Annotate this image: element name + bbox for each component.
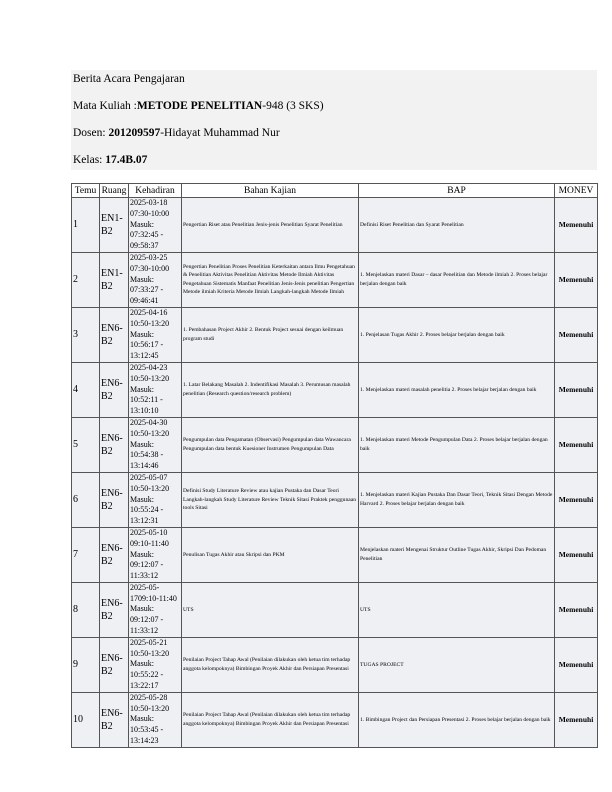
material-cell: Penilaian Project Tahap Awal (Penilaian dilakukan oleh ketua tim terhadap anggota kelompoknya) Bimbingan Proyek Akhir dan Persiapan Presentasi bbox=[182, 692, 359, 747]
meeting-number: 4 bbox=[72, 362, 100, 417]
table-row bbox=[72, 582, 598, 637]
meeting-number: 2 bbox=[72, 252, 100, 307]
attendance-line: 10:52:11 - bbox=[130, 395, 163, 405]
attendance-line: 09:58:37 bbox=[130, 241, 159, 251]
attendance-line: 10:56:17 - bbox=[130, 340, 164, 350]
table-row bbox=[72, 527, 598, 582]
room-cell: EN6-B2 bbox=[100, 417, 129, 472]
attendance-line: 10:54:38 - bbox=[130, 450, 164, 460]
attendance-line: 2025-05-07 bbox=[130, 472, 168, 482]
attendance-line: 2025-05-10 bbox=[130, 527, 168, 537]
attendance-cell bbox=[129, 252, 182, 307]
class-label: Kelas: bbox=[73, 154, 106, 166]
bap-cell: Menjelaskan materi Mengenai Struktur Outline Tugas Akhir, Skripsi Dan Pedoman Penelitian bbox=[359, 527, 555, 582]
column-header-attendance: Kehadiran bbox=[129, 184, 182, 198]
meeting-number: 1 bbox=[72, 198, 100, 253]
attendance-line: 10:53:45 - bbox=[130, 725, 164, 735]
attendance-line: 13:10:10 bbox=[130, 406, 159, 416]
table-row bbox=[72, 252, 598, 307]
table-header-row bbox=[72, 184, 598, 198]
attendance-line: 07:33:27 - bbox=[130, 285, 164, 295]
room-cell: EN6-B2 bbox=[100, 307, 129, 362]
attendance-line: Masuk: bbox=[130, 494, 154, 504]
attendance-cell bbox=[129, 582, 182, 637]
bap-cell: 1. Menjelaskan materi masalah penelitia 2. Proses belajar berjalan dengan baik bbox=[359, 362, 555, 417]
meeting-number: 6 bbox=[72, 472, 100, 527]
attendance-line: Masuk: bbox=[130, 384, 154, 394]
attendance-line: Masuk: bbox=[130, 604, 154, 614]
course-label: Mata Kuliah : bbox=[73, 100, 137, 112]
room-cell: EN1-B2 bbox=[100, 198, 129, 253]
meeting-number: 7 bbox=[72, 527, 100, 582]
attendance-line: 13:14:23 bbox=[130, 736, 159, 746]
material-cell: Penulisan Tugas Akhir atau Skripsi dan PKM bbox=[182, 527, 359, 582]
attendance-line: Masuk: bbox=[130, 714, 154, 724]
attendance-line: 10:50-13:20 bbox=[130, 703, 170, 713]
lecturer-line bbox=[73, 127, 280, 139]
bap-cell: UTS bbox=[359, 582, 555, 637]
attendance-line: 13:12:31 bbox=[130, 516, 159, 526]
monev-status: Memenuhi bbox=[555, 637, 598, 692]
room-cell: EN6-B2 bbox=[100, 527, 129, 582]
attendance-line: 2025-05- bbox=[130, 582, 160, 592]
course-name: METODE PENELITIAN bbox=[136, 100, 263, 112]
attendance-cell bbox=[129, 307, 182, 362]
attendance-line: 10:55:24 - bbox=[130, 505, 164, 515]
attendance-line: 13:12:45 bbox=[130, 351, 159, 361]
attendance-line: 10:50-13:20 bbox=[130, 483, 170, 493]
column-header-bap: BAP bbox=[359, 184, 555, 198]
monev-status: Memenuhi bbox=[555, 252, 598, 307]
attendance-line: Masuk: bbox=[130, 274, 154, 284]
attendance-line: 10:55:22 - bbox=[130, 670, 164, 680]
attendance-line: 2025-05-21 bbox=[130, 637, 168, 647]
table-row bbox=[72, 362, 598, 417]
report-header bbox=[71, 70, 597, 170]
material-cell: Pengertian Penelitian Proses Penelitian Keterkaitan antara Ilmu Pengetahuan & Penelitian Aktivitas Penelitian Aktivitas Metode Ilmiah Aktivitas Pengetahuan Sistematis Manfaat Penelitian Jenis-Jenis penelitian Pengertian Metode ilmiah Kriteria Metode Ilmiah Langkah-langkah Metode Ilmiah bbox=[182, 252, 359, 307]
bap-cell: 1. Menjelaskan materi Dasar – dasar Penelitian dan Metode ilmiah 2. Proses belajar berjalan dengan baik bbox=[359, 252, 555, 307]
meeting-number: 8 bbox=[72, 582, 100, 637]
course-line bbox=[73, 100, 324, 112]
room-cell: EN1-B2 bbox=[100, 252, 129, 307]
attendance-line: 11:33:12 bbox=[130, 571, 159, 581]
monev-status: Memenuhi bbox=[555, 362, 598, 417]
course-code: -948 (3 SKS) bbox=[262, 100, 324, 112]
attendance-line: Masuk: bbox=[130, 219, 154, 229]
material-cell: Penilaian Project Tahap Awal (Penilaian dilakukan oleh ketua tim terhadap anggota kelompoknya) Bimbingan Proyek Akhir dan Persiapan Presentasi bbox=[182, 637, 359, 692]
attendance-line: 2025-03-18 bbox=[130, 198, 168, 207]
attendance-line: 07:30-10:00 bbox=[130, 208, 170, 218]
bap-cell: 1. Penjelasan Tugas Akhir 2. Proses belajar berjalan dengan baik bbox=[359, 307, 555, 362]
monev-status: Memenuhi bbox=[555, 692, 598, 747]
room-cell: EN6-B2 bbox=[100, 692, 129, 747]
monev-status: Memenuhi bbox=[555, 527, 598, 582]
attendance-cell bbox=[129, 362, 182, 417]
meeting-number: 9 bbox=[72, 637, 100, 692]
material-cell: Definisi Study Literature Review atau kajian Pustaka dan Dasar Teori Langkah-langkah Study Literature Review Teknik Sitasi Praktek penggunaan tools Sitasi bbox=[182, 472, 359, 527]
attendance-line: 09:12:07 - bbox=[130, 615, 164, 625]
attendance-line: 1709:10-11:40 bbox=[130, 593, 177, 603]
table-row bbox=[72, 692, 598, 747]
attendance-line: 09:10-11:40 bbox=[130, 538, 169, 548]
meeting-number: 3 bbox=[72, 307, 100, 362]
attendance-line: 2025-04-16 bbox=[130, 307, 168, 317]
table-row bbox=[72, 198, 598, 253]
material-cell: 1. Pembahasan Project Akhir 2. Bentuk Project sesuai dengan keilmuan program studi bbox=[182, 307, 359, 362]
attendance-line: 09:46:41 bbox=[130, 296, 159, 306]
attendance-line: 2025-04-23 bbox=[130, 362, 168, 372]
monev-status: Memenuhi bbox=[555, 417, 598, 472]
table-row bbox=[72, 417, 598, 472]
room-cell: EN6-B2 bbox=[100, 472, 129, 527]
report-title: Berita Acara Pengajaran bbox=[73, 73, 185, 85]
lecturer-id: 201209597 bbox=[108, 127, 161, 139]
material-cell: 1. Latar Belakang Masalah 2. Indentifikasi Masalah 3. Perumusan masalah penelitian (Research question/research problem) bbox=[182, 362, 359, 417]
column-header-meeting: Temu bbox=[72, 184, 100, 198]
attendance-line: 11:33:12 bbox=[130, 626, 159, 636]
attendance-table bbox=[71, 183, 598, 748]
attendance-line: Masuk: bbox=[130, 329, 154, 339]
table-row bbox=[72, 307, 598, 362]
column-header-monev: MONEV bbox=[555, 184, 598, 198]
attendance-line: 07:32:45 - bbox=[130, 230, 164, 240]
bap-cell: Definisi Riset Penelitian dan Syarat Penelitian bbox=[359, 198, 555, 253]
attendance-cell bbox=[129, 417, 182, 472]
bap-cell: 1. Menjelaskan materi Metode Pengumpulan Data 2. Proses belajar berjalan dengan baik bbox=[359, 417, 555, 472]
monev-status: Memenuhi bbox=[555, 198, 598, 253]
class-value: 17.4B.07 bbox=[105, 154, 148, 166]
attendance-line: 10:50-13:20 bbox=[130, 648, 170, 658]
material-cell: Pengumpulan data Pengamatan (Observasi) Pengumpulan data Wawancara Pengumpulan data bentuk Kuesioner Instrumen Pengumpulan Data bbox=[182, 417, 359, 472]
lecturer-label: Dosen: bbox=[73, 127, 109, 139]
bap-cell: 1. Bimbingan Project dan Persiapan Presentasi 2. Proses belajar berjalan dengan baik bbox=[359, 692, 555, 747]
attendance-cell bbox=[129, 198, 182, 253]
attendance-cell bbox=[129, 637, 182, 692]
attendance-line: 13:14:46 bbox=[130, 461, 159, 471]
column-header-room: Ruang bbox=[100, 184, 129, 198]
lecturer-name: -Hidayat Muhammad Nur bbox=[160, 127, 280, 139]
attendance-line: 13:22:17 bbox=[130, 681, 159, 691]
meeting-number: 5 bbox=[72, 417, 100, 472]
room-cell: EN6-B2 bbox=[100, 582, 129, 637]
monev-status: Memenuhi bbox=[555, 472, 598, 527]
attendance-line: 2025-05-28 bbox=[130, 692, 168, 702]
attendance-cell bbox=[129, 692, 182, 747]
attendance-line: 10:50-13:20 bbox=[130, 318, 170, 328]
material-cell: Pengertian Riset atau Penelitian Jenis-jenis Penelitian Syarat Penelitian bbox=[182, 198, 359, 253]
attendance-line: 09:12:07 - bbox=[130, 560, 164, 570]
monev-status: Memenuhi bbox=[555, 582, 598, 637]
attendance-line: Masuk: bbox=[130, 439, 154, 449]
table-row bbox=[72, 637, 598, 692]
material-cell: UTS bbox=[182, 582, 359, 637]
meeting-number: 10 bbox=[72, 692, 100, 747]
attendance-line: 2025-03-25 bbox=[130, 252, 168, 262]
room-cell: EN6-B2 bbox=[100, 362, 129, 417]
class-line bbox=[73, 154, 147, 166]
attendance-line: Masuk: bbox=[130, 549, 154, 559]
column-header-material: Bahan Kajian bbox=[182, 184, 359, 198]
table-body bbox=[72, 198, 598, 748]
attendance-line: 10:50-13:20 bbox=[130, 373, 170, 383]
attendance-line: 2025-04-30 bbox=[130, 417, 168, 427]
table-row bbox=[72, 472, 598, 527]
bap-cell: 1. Menjelaskan materi Kajian Pustaka Dan Dasar Teori, Teknik Sitasi Dengan Metode Harvard 2. Proses belajar berjalan dengan baik bbox=[359, 472, 555, 527]
attendance-line: 10:50-13:20 bbox=[130, 428, 170, 438]
bap-cell: TUGAS PROJECT bbox=[359, 637, 555, 692]
attendance-line: 07:30-10:00 bbox=[130, 263, 170, 273]
monev-status: Memenuhi bbox=[555, 307, 598, 362]
room-cell: EN6-B2 bbox=[100, 637, 129, 692]
attendance-cell bbox=[129, 472, 182, 527]
attendance-line: Masuk: bbox=[130, 659, 154, 669]
attendance-cell bbox=[129, 527, 182, 582]
